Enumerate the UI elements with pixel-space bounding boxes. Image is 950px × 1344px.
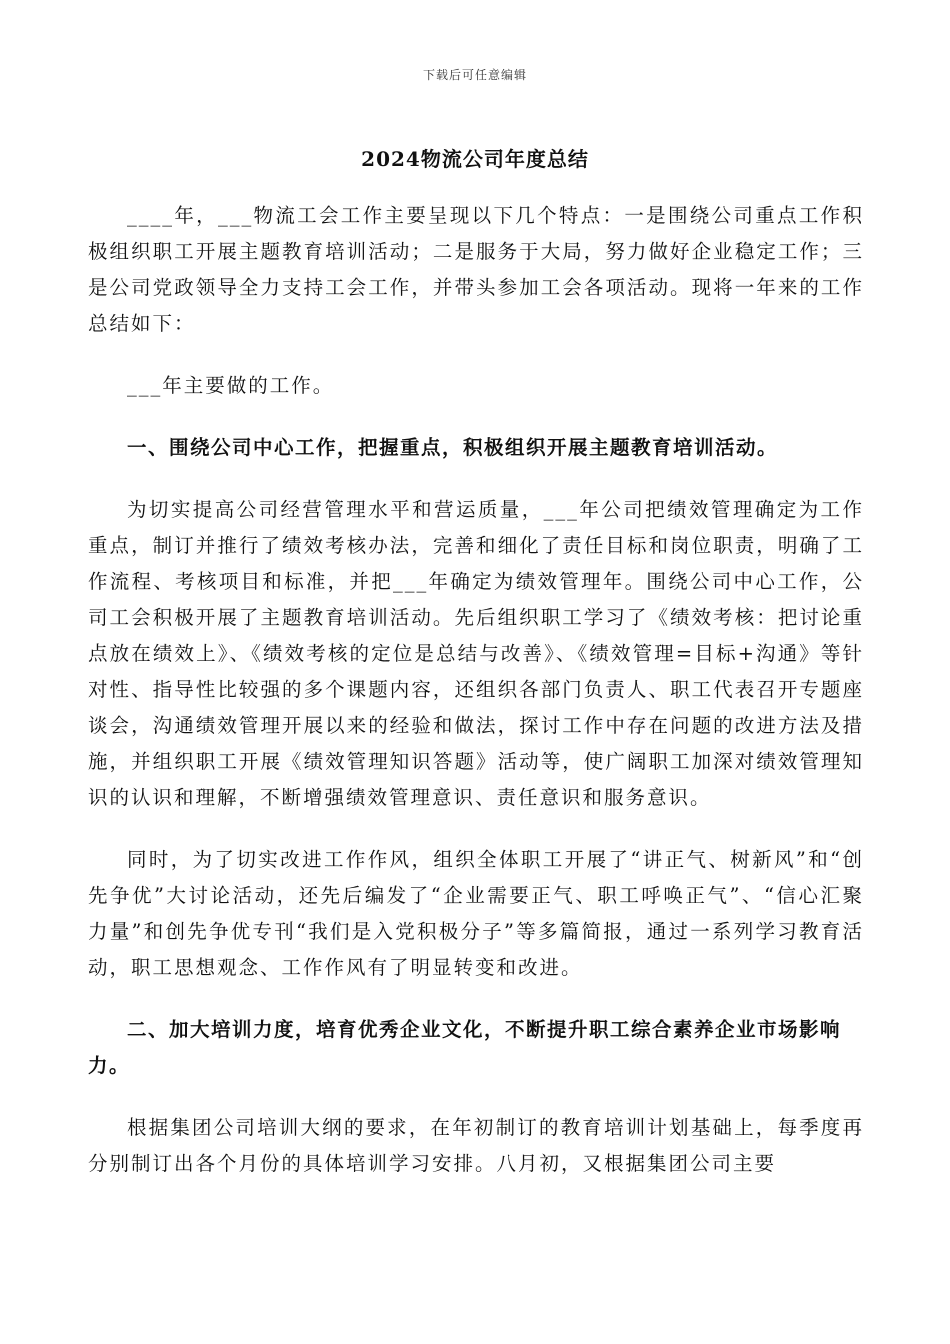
section-1-heading: 一、围绕公司中心工作，把握重点，积极组织开展主题教育培训活动。 [127, 436, 779, 459]
section-2-heading: 二、加大培训力度，培育优秀企业文化，不断提升职工综合素养企业市场影响力。 [88, 1018, 842, 1077]
subintro-paragraph: ___年主要做的工作。 [127, 374, 335, 397]
section-1-paragraph-2: 同时，为了切实改进工作作风，组织全体职工开展了“讲正气、树新风”和“创先争优”大讨论活动，还先后编发了“企业需要正气、职工呼唤正气”、“信心汇聚力量”和创先争优专刊“我们是入党积极分子”等多篇简报，通过一系列学习教育活动，职工思想观念、工作作风有了明显转变和改进。 [88, 848, 864, 979]
document-title: 2024物流公司年度总结 [361, 147, 589, 171]
section-1-paragraph-1: 为切实提高公司经营管理水平和营运质量，___年公司把绩效管理确定为工作重点，制订并推行了绩效考核办法，完善和细化了责任目标和岗位职责，明确了工作流程、考核项目和标准，并把___年确定为绩效管理年。围绕公司中心工作，公司工会积极开展了主题教育培训活动。先后组织职工学习了《绩效考核：把讨论重点放在绩效上》、《绩效考核的定位是总结与改善》、《绩效管理=目标+沟通》等针对性、指导性比较强的多个课题内容，还组织各部门负责人、职工代表召开专题座谈会，沟通绩效管理开展以来的经验和做法，探讨工作中存在问题的改进方法及措施，并组织职工开展《绩效管理知识答题》活动等，使广阔职工加深对绩效管理知识的认识和理解，不断增强绩效管理意识、责任意识和服务意识。 [88, 498, 864, 809]
intro-paragraph: ____年，___物流工会工作主要呈现以下几个特点：一是围绕公司重点工作积极组织职工开展主题教育培训活动；二是服务于大局，努力做好企业稳定工作；三是公司党政领导全力支持工会工作，并带头参加工会各项活动。现将一年来的工作总结如下： [88, 204, 864, 335]
document-body [88, 198, 864, 1182]
header-note: 下载后可任意编辑 [422, 68, 527, 82]
section-2-paragraph-1: 根据集团公司培训大纲的要求，在年初制订的教育培训计划基础上，每季度再分别制订出各个月份的具体培训学习安排。八月初，又根据集团公司主要 [88, 1116, 864, 1175]
